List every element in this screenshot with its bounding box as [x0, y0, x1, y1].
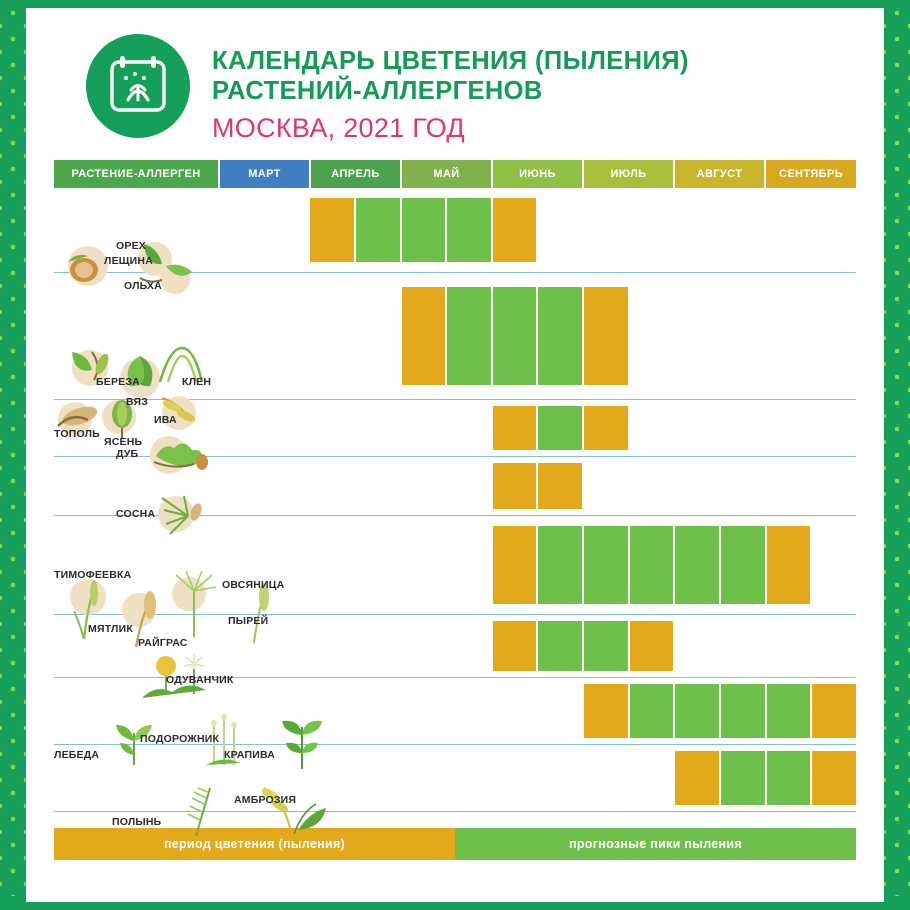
title-block	[212, 30, 689, 144]
plant-cell-dandelion	[54, 615, 234, 687]
table-row	[54, 516, 856, 615]
plant-label-oreh: ОРЕХ	[116, 240, 146, 253]
table-row	[54, 188, 856, 273]
plant-label-ambroziya: АМБРОЗИЯ	[234, 794, 297, 807]
page-subtitle: МОСКВА, 2021 ГОД	[212, 113, 466, 144]
plant-label-pyrey: ПЫРЕЙ	[228, 615, 269, 628]
plant-label-raygras: РАЙГРАС	[138, 637, 188, 650]
legend-bloom-label: период цветения (пыления)	[54, 828, 455, 860]
column-header-month-3: ИЮНЬ	[492, 160, 583, 188]
plant-cell-weeds	[54, 678, 276, 762]
column-header-month-0: МАРТ	[219, 160, 310, 188]
plant-label-timofeevka: ТИМОФЕЕВКА	[54, 569, 132, 582]
legend-peak-label: прогнозные пики пыления	[455, 828, 856, 860]
timeline-cell-oak	[219, 400, 856, 457]
timeline-cell-grasses	[219, 516, 856, 615]
timeline-cell-pine	[219, 457, 856, 516]
poster-card	[26, 8, 884, 902]
plant-cell-oak	[54, 400, 219, 461]
plant-label-yasen: ЯСЕНЬ	[104, 436, 143, 449]
column-header-month-6: СЕНТЯБРЬ	[765, 160, 856, 188]
column-header-month-5: АВГУСТ	[674, 160, 765, 188]
plant-cell-hazel-alder	[54, 188, 219, 293]
table-row	[54, 678, 856, 745]
table-body	[54, 188, 856, 829]
table-row	[54, 615, 856, 678]
plant-label-podorozhnik: ПОДОРОЖНИК	[140, 733, 220, 746]
pollen-calendar-table	[54, 160, 856, 829]
plant-label-myatlik: МЯТЛИК	[88, 623, 133, 636]
page-title-line1: КАЛЕНДАРЬ ЦВЕТЕНИЯ (ПЫЛЕНИЯ)	[212, 47, 689, 75]
plant-cell-pine	[54, 457, 219, 521]
plant-label-krapiva: КРАПИВА	[224, 749, 276, 762]
plant-label-leshina: ЛЕЩИНА	[104, 255, 153, 268]
plant-label-iva: ИВА	[154, 414, 177, 427]
calendar-flower-icon	[86, 34, 190, 138]
plant-label-polyn: ПОЛЫНЬ	[112, 816, 162, 829]
page-title-line2: РАСТЕНИЙ-АЛЛЕРГЕНОВ	[212, 77, 543, 106]
timeline-cell-trees	[219, 273, 856, 400]
column-header-month-1: АПРЕЛЬ	[310, 160, 401, 188]
timeline-cell-hazel-alder	[219, 188, 856, 273]
column-header-plant: РАСТЕНИЕ-АЛЛЕРГЕН	[54, 160, 219, 188]
plant-cell-trees	[54, 273, 219, 449]
column-header-month-2: МАЙ	[401, 160, 492, 188]
plant-label-oduvanchik: ОДУВАНЧИК	[166, 674, 234, 687]
table-row	[54, 457, 856, 516]
plant-label-topol: ТОПОЛЬ	[54, 428, 100, 441]
plant-label-bereza: БЕРЕЗА	[96, 376, 140, 389]
calendar-table-wrap	[26, 154, 884, 829]
plant-label-sosna: СОСНА	[116, 508, 156, 521]
table-row	[54, 400, 856, 457]
table-row	[54, 745, 856, 812]
plant-label-lebeda: ЛЕБЕДА	[54, 749, 100, 762]
table-header-row	[54, 160, 856, 188]
timeline-cell-dandelion	[219, 615, 856, 678]
plant-cell-grasses	[54, 516, 285, 650]
plant-label-ovsyanica: ОВСЯНИЦА	[222, 579, 285, 592]
poster-header	[26, 8, 884, 154]
column-header-month-4: ИЮЛЬ	[583, 160, 674, 188]
plant-label-dub: ДУБ	[116, 448, 139, 461]
plant-label-vyaz: ВЯЗ	[126, 396, 149, 409]
plant-label-klen: КЛЕН	[182, 376, 212, 389]
table-row	[54, 273, 856, 400]
plant-label-olha: ОЛЬХА	[124, 280, 162, 293]
